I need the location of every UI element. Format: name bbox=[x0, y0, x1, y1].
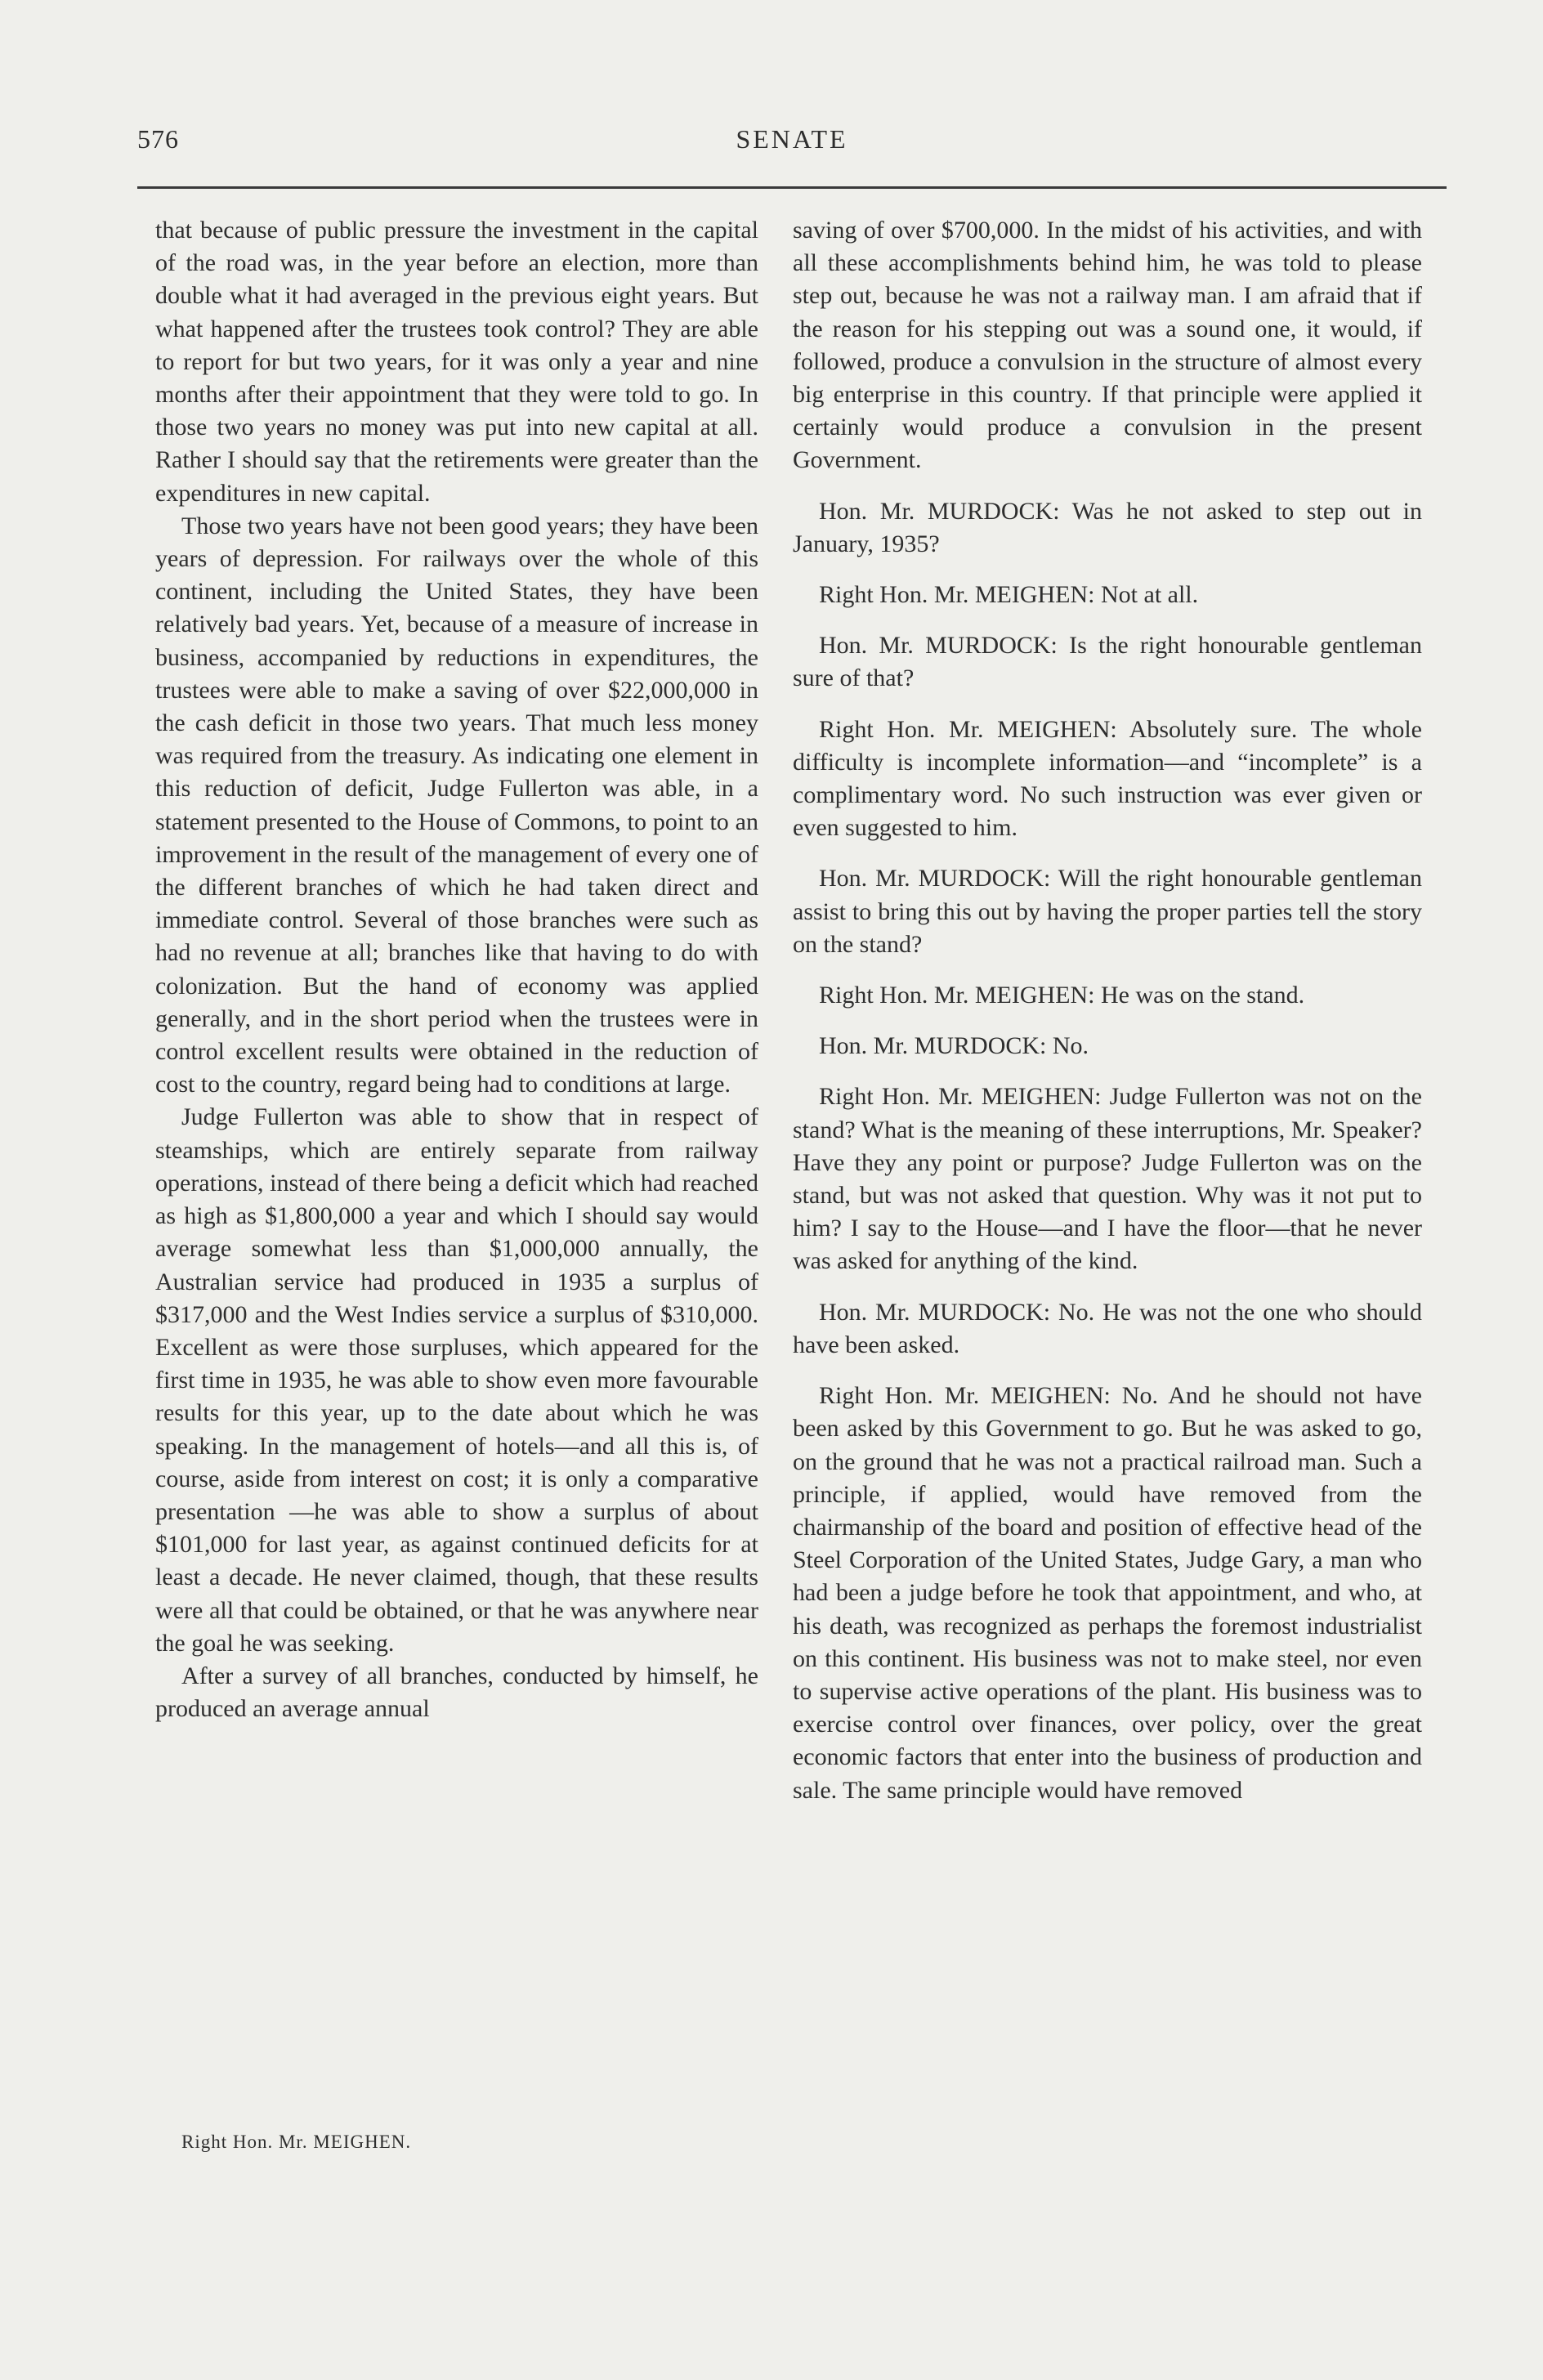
speech-meighen-2: Right Hon. Mr. MEIGHEN: Absolutely sure. The whole difficulty is incomplete information—and “incomplete” is a complimentary word. No such instruction was ever given or even suggested to him. bbox=[793, 715, 1422, 842]
left-paragraph-3: Judge Fullerton was able to show that in respect of steamships, which are entirely separate from railway operations, instead of there being a deficit which had reached as high as $1,800,000 a year and which I should say would average somewhat less than $1,000,000 annually, the Australian service had produced in 1935 a surplus of $317,000 and the West Indies service a surplus of $310,000. Excellent as were those surpluses, which appeared for the first time in 1935, he was able to show even more favourable results for this year, up to the date about which he was speaking. In the management of hotels—and all this is, of course, aside from interest on cost; it is only a comparative presentation —he was able to show a surplus of about $101,000 for last year, as against continued deficits for at least a decade. He never claimed, though, that these results were all that could be obtained, or that he was anywhere near the goal he was seeking. bbox=[155, 1103, 758, 1657]
header-rule bbox=[137, 186, 1447, 189]
running-head: SENATE bbox=[736, 124, 848, 154]
speech-murdock-4: Hon. Mr. MURDOCK: No. bbox=[819, 1032, 1089, 1060]
page-number: 576 bbox=[137, 124, 179, 154]
speech-murdock-5: Hon. Mr. MURDOCK: No. He was not the one who should have been asked. bbox=[793, 1298, 1422, 1358]
speech-murdock-2: Hon. Mr. MURDOCK: Is the right honourable gentleman sure of that? bbox=[793, 632, 1422, 692]
left-paragraph-2: Those two years have not been good years; they have been years of depression. For railways over the whole of this continent, including the United States, they have been relatively bad years. Yet, because of a measure of increase in business, accompanied by reductions in expenditures, the trustees were able to make a saving of over $22,000,000 in the cash deficit in those two years. That much less money was required from the treasury. As indicating one element in this reduction of deficit, Judge Fullerton was able, in a statement presented to the House of Commons, to point to an improvement in the result of the management of every one of the different branches of which he had taken direct and immediate control. Several of those branches were such as had no revenue at all; branches like that having to do with colonization. But the hand of economy was applied generally, and in the short period when the trustees were in control excellent results were obtained in the reduction of cost to the country, regard being had to conditions at large. bbox=[155, 512, 758, 1098]
right-column bbox=[793, 214, 1422, 1807]
speech-murdock-3: Hon. Mr. MURDOCK: Will the right honourable gentleman assist to bring this out by having the proper parties tell the story on the stand? bbox=[793, 865, 1422, 958]
speech-meighen-3: Right Hon. Mr. MEIGHEN: He was on the stand. bbox=[819, 982, 1305, 1009]
left-column bbox=[155, 214, 758, 1725]
speech-meighen-1: Right Hon. Mr. MEIGHEN: Not at all. bbox=[819, 581, 1199, 609]
speech-murdock-1: Hon. Mr. MURDOCK: Was he not asked to step out in January, 1935? bbox=[793, 497, 1422, 557]
speech-meighen-5: Right Hon. Mr. MEIGHEN: No. And he should not have been asked by this Government to go. But he was asked to go, on the ground that he was not a practical railroad man. Such a principle, if applied, would have removed from the chairmanship of the board and position of effective head of the Steel Corporation of the United States, Judge Gary, a man who had been a judge before he took that appointment, and who, at his death, was recognized as perhaps the foremost industrialist on this continent. His business was not to make steel, nor even to supervise active operations of the plant. His business was to exercise control over finances, over policy, over the great economic factors that enter into the business of production and sale. The same principle would have removed bbox=[793, 1382, 1422, 1804]
footer-speaker-note: Right Hon. Mr. MEIGHEN. bbox=[181, 2132, 412, 2152]
speech-meighen-4: Right Hon. Mr. MEIGHEN: Judge Fullerton was not on the stand? What is the meaning of these interruptions, Mr. Speaker? Have they any point or purpose? Judge Fullerton was on the stand, but was not asked that question. Why was it not put to him? I say to the House—and I have the floor—that he never was asked for anything of the kind. bbox=[793, 1083, 1422, 1275]
left-paragraph-1: that because of public pressure the investment in the capital of the road was, in the year before an election, more than double what it had averaged in the previous eight years. But what happened after the trustees took control? They are able to report for but two years, for it was only a year and nine months after their appointment that they were told to go. In those two years no money was put into new capital at all. Rather I should say that the retirements were greater than the expenditures in new capital. bbox=[155, 217, 758, 507]
page-header bbox=[137, 124, 1447, 173]
left-paragraph-4: After a survey of all branches, conducted by himself, he produced an average annual bbox=[155, 1662, 758, 1723]
right-continuation: saving of over $700,000. In the midst of his activities, and with all these accomplishments behind him, he was told to please step out, because he was not a railway man. I am afraid that if the reason for his stepping out was a sound one, it would, if followed, produce a convulsion in the structure of almost every big enterprise in this country. If that principle were applied it certainly would produce a convulsion in the present Government. bbox=[793, 217, 1422, 474]
